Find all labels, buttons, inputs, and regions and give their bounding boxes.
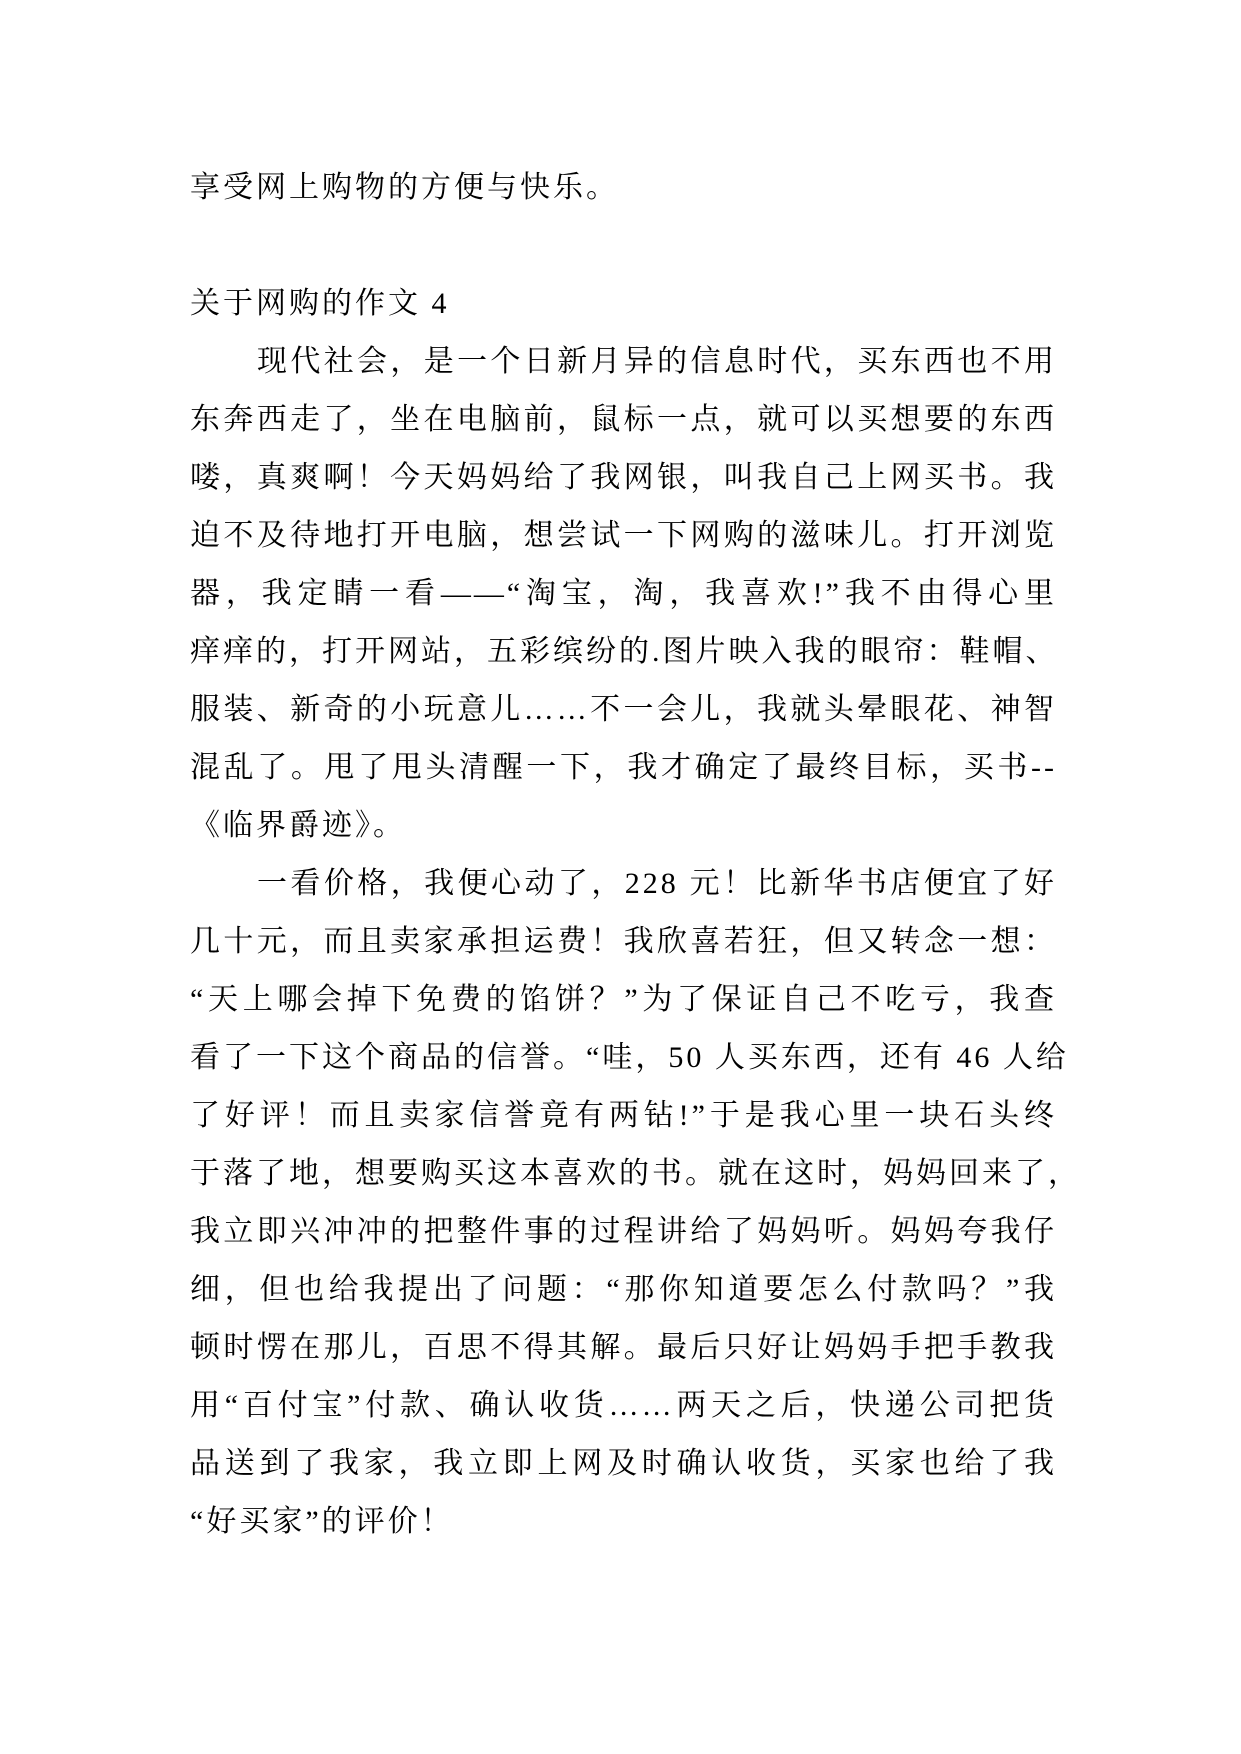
- blank-line: [190, 217, 1057, 275]
- paragraph-line: 迫不及待地打开电脑，想尝试一下网购的滋味儿。打开浏览: [190, 519, 1057, 552]
- paragraph-line: 细，但也给我提出了问题：“那你知道要怎么付款吗？”我: [190, 1273, 1057, 1306]
- paragraph-line: 品送到了我家，我立即上网及时确认收货，买家也给了我: [190, 1447, 1057, 1480]
- paragraph-line: 现代社会，是一个日新月异的信息时代，买东西也不用: [257, 345, 1057, 378]
- paragraph-line: 器，我定睛一看——“淘宝，淘，我喜欢!”我不由得心里: [190, 577, 1057, 610]
- paragraph-line: 东奔西走了，坐在电脑前，鼠标一点，就可以买想要的东西: [190, 403, 1057, 436]
- paragraph-line: 喽，真爽啊！今天妈妈给了我网银，叫我自己上网买书。我: [190, 461, 1057, 494]
- paragraph-line: 痒痒的，打开网站，五彩缤纷的.图片映入我的眼帘：鞋帽、: [190, 635, 1059, 668]
- paragraph-line: 混乱了。甩了甩头清醒一下，我才确定了最终目标，买书--: [190, 751, 1057, 784]
- paragraph-line: 服装、新奇的小玩意儿……不一会儿，我就头晕眼花、神智: [190, 693, 1057, 726]
- paragraph-line: 一看价格，我便心动了，228 元！比新华书店便宜了好: [257, 867, 1057, 900]
- paragraph-line: 看了一下这个商品的信誉。“哇，50 人买东西，还有 46 人给: [190, 1041, 1069, 1074]
- paragraph-2: [190, 855, 1081, 1551]
- continued-text-line: 享受网上购物的方便与快乐。: [190, 171, 619, 204]
- paragraph-line: “好买家”的评价！: [190, 1505, 454, 1538]
- paragraph-line: 用“百付宝”付款、确认收货……两天之后，快递公司把货: [190, 1389, 1057, 1422]
- paragraph-line: 了好评！而且卖家信誉竟有两钻!”于是我心里一块石头终: [190, 1099, 1057, 1132]
- paragraph-line: 顿时愣在那儿，百思不得其解。最后只好让妈妈手把手教我: [190, 1331, 1057, 1364]
- paragraph-line: “天上哪会掉下免费的馅饼？”为了保证自己不吃亏，我查: [190, 983, 1057, 1016]
- paragraph-line: 于落了地，想要购买这本喜欢的书。就在这时，妈妈回来了，: [190, 1157, 1081, 1190]
- paragraph-line: 我立即兴冲冲的把整件事的过程讲给了妈妈听。妈妈夸我仔: [190, 1215, 1057, 1248]
- paragraph-1: [190, 333, 1057, 855]
- paragraph-line: 《临界爵迹》。: [190, 809, 406, 842]
- document-body: [190, 159, 1081, 1551]
- paragraph-line: 几十元，而且卖家承担运费！我欣喜若狂，但又转念一想：: [190, 925, 1057, 958]
- section-heading: 关于网购的作文 4: [190, 287, 450, 320]
